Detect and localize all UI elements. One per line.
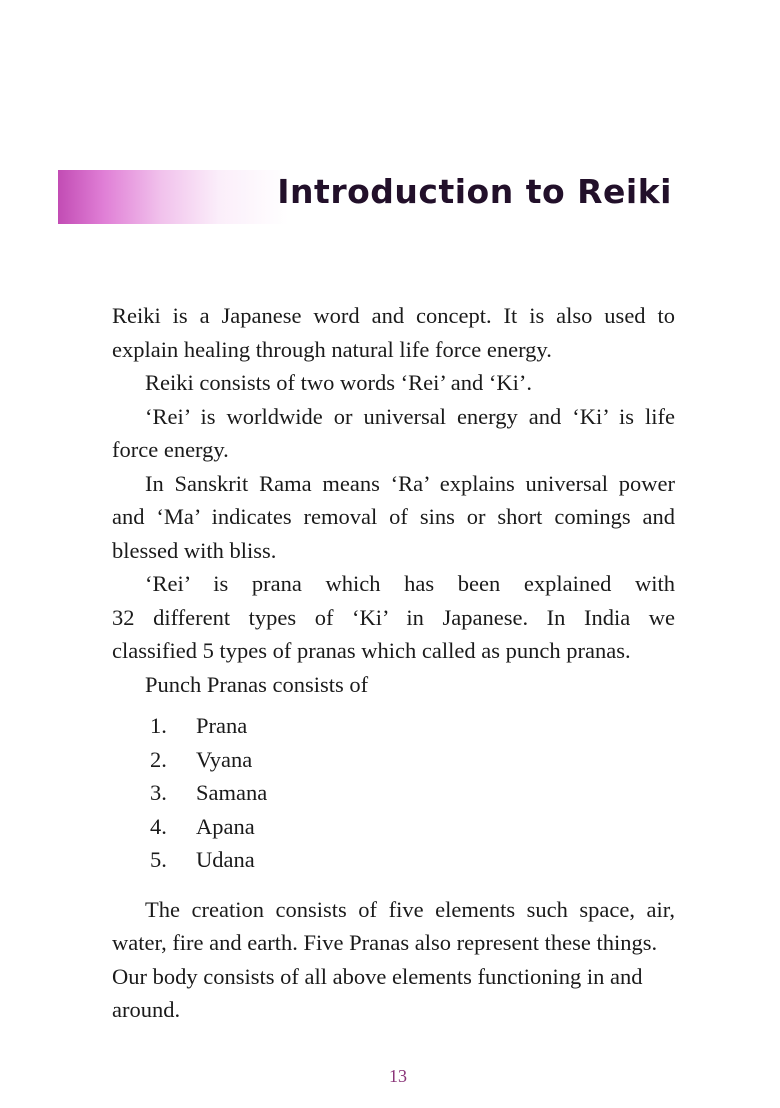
text-line: and ‘Ma’ indicates removal of sins or short comings and: [112, 504, 675, 529]
title-decoration-bar: [58, 170, 288, 224]
text-line: The creation consists of five elements such space, air,: [145, 896, 675, 922]
list-number: 1.: [150, 713, 167, 738]
text-line: Punch Pranas consists of: [145, 671, 369, 697]
list-number: 2.: [150, 746, 167, 772]
text-line: Reiki is a Japanese word and concept. It is also used to: [112, 303, 675, 328]
list-item: [150, 843, 675, 877]
text-line: ‘Rei’ is worldwide or universal energy and ‘Ki’ is life: [145, 403, 675, 429]
list-number: 5.: [150, 847, 167, 872]
text-line: water, fire and earth. Five Pranas also represent these things.: [112, 930, 658, 955]
list-text: Apana: [196, 813, 255, 839]
text-line: 32 different types of ‘Ki’ in Japanese. In India we: [112, 604, 675, 630]
text-line: Reiki consists of two words ‘Rei’ and ‘Ki’.: [145, 370, 533, 395]
page-number: 13: [389, 1066, 407, 1086]
text-line: blessed with bliss.: [112, 537, 277, 563]
text-line: force energy.: [112, 437, 229, 462]
list-item: [150, 810, 675, 844]
page-title: Introduction to Reiki: [277, 172, 672, 211]
text-line: explain healing through natural life force energy.: [112, 336, 552, 362]
body-text: [112, 299, 675, 1027]
text-line: ‘Rei’ is prana which has been explained with: [145, 571, 675, 596]
text-line: Our body consists of all above elements functioning in and: [112, 963, 643, 989]
text-line: classified 5 types of pranas which called as punch pranas.: [112, 638, 631, 663]
list-text: Samana: [196, 780, 268, 805]
list-number: 3.: [150, 780, 167, 805]
list-text: Prana: [196, 713, 248, 738]
list-item: [150, 709, 675, 743]
closing-paragraph: [112, 893, 675, 1027]
text-line: around.: [112, 997, 181, 1022]
list-item: [150, 776, 675, 810]
list-text: Udana: [196, 847, 255, 872]
text-line: In Sanskrit Rama means ‘Ra’ explains universal power: [145, 470, 675, 496]
pranas-list: [150, 709, 675, 877]
list-item: [150, 743, 675, 777]
list-number: 4.: [150, 813, 167, 839]
list-text: Vyana: [196, 746, 253, 772]
